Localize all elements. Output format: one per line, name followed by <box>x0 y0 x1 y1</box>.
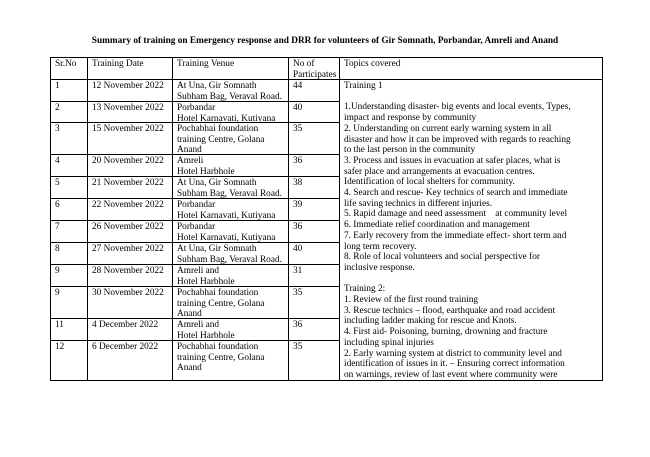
training-venue-cell <box>173 319 289 341</box>
training-venue-cell <box>173 177 289 199</box>
training-venue-cell <box>173 123 289 155</box>
training-venue-cell <box>173 102 289 123</box>
header-sr-no: Sr.No <box>51 58 88 80</box>
training-heading: Training 2: <box>344 284 386 295</box>
venue-line: Hotel Karnavati, Kutiyana <box>177 232 276 243</box>
topic-line: 1. Review of the first round training <box>344 295 479 306</box>
training-date-cell: 4 December 2022 <box>88 319 173 341</box>
topic-line: 7. Early recovery from the immediate effect- short term and <box>344 230 567 241</box>
sr-no-cell: 5 <box>51 177 88 199</box>
venue-line: training Centre, Golana <box>177 352 265 363</box>
topic-line: long term recovery. <box>344 241 417 252</box>
header-topics-covered: Topics covered <box>340 58 603 80</box>
venue-line: Hotel Karnavati, Kutiyana <box>177 113 276 124</box>
topic-line: 6. Immediate relief coordination and management <box>344 220 530 231</box>
sr-no-cell: 9 <box>51 265 88 287</box>
training-date-cell: 15 November 2022 <box>88 123 173 155</box>
venue-line: Subham Bag, Veraval Road. <box>177 188 282 199</box>
training-date-cell: 22 November 2022 <box>88 199 173 221</box>
topic-line: identification of issues in it. – Ensuring correct information <box>344 359 565 370</box>
venue-line: Hotel Harbhole <box>177 330 235 341</box>
topic-line: 2. Early warning system at district to community level and <box>344 348 562 359</box>
topic-line: disaster and how it can be improved with regards to reaching <box>344 134 571 145</box>
venue-line: Anand <box>177 363 202 374</box>
participants-cell: 31 <box>289 265 340 287</box>
participants-cell: 35 <box>289 287 340 319</box>
sr-no-cell: 4 <box>51 155 88 177</box>
venue-line: At Una, Gir Somnath <box>177 244 257 254</box>
sr-no-cell: 3 <box>51 123 88 155</box>
venue-line: Hotel Harbhole <box>177 276 235 287</box>
venue-line: Porbandar <box>177 200 216 210</box>
topic-line: 3. Process and issues in evacuation at safer places, what is <box>344 155 561 166</box>
training-date-cell: 20 November 2022 <box>88 155 173 177</box>
venue-line: training Centre, Golana <box>177 298 265 309</box>
topic-line: 8. Role of local volunteers and social perspective for <box>344 252 540 263</box>
training-1-section <box>344 81 600 274</box>
topic-line: impact and response by community <box>344 113 477 124</box>
topic-line: 4. First aid- Poisoning, burning, drowning and fracture <box>344 327 548 338</box>
header-training-venue: Training Venue <box>173 58 289 80</box>
venue-line: Pochabhai foundation <box>177 342 259 352</box>
venue-line: Subham Bag, Veraval Road. <box>177 254 282 265</box>
training-venue-cell <box>173 155 289 177</box>
participants-cell: 35 <box>289 123 340 155</box>
venue-line: At Una, Gir Somnath <box>177 178 257 188</box>
training-venue-cell <box>173 287 289 319</box>
training-date-cell: 30 November 2022 <box>88 287 173 319</box>
topic-line: inclusive response. <box>344 262 415 273</box>
venue-line: Amreli and <box>177 266 220 276</box>
training-date-cell: 6 December 2022 <box>88 341 173 381</box>
venue-line: Anand <box>177 145 202 156</box>
topic-line: including spinal injuries <box>344 337 434 348</box>
venue-line: At Una, Gir Somnath <box>177 81 257 91</box>
topic-line: Identification of local shelters for community. <box>344 177 515 188</box>
training-date-cell: 21 November 2022 <box>88 177 173 199</box>
venue-line: Pochabhai foundation <box>177 124 259 134</box>
sr-no-cell: 6 <box>51 199 88 221</box>
training-venue-cell <box>173 80 289 102</box>
participants-cell: 39 <box>289 199 340 221</box>
sr-no-cell: 9 <box>51 287 88 319</box>
training-venue-cell <box>173 341 289 381</box>
training-date-cell: 13 November 2022 <box>88 102 173 123</box>
venue-line: Subham Bag, Veraval Road. <box>177 91 282 102</box>
topic-line: to the last person in the community <box>344 145 476 156</box>
participants-cell: 40 <box>289 102 340 123</box>
participants-cell: 36 <box>289 221 340 243</box>
venue-line: Hotel Karnavati, Kutiyana <box>177 210 276 221</box>
topic-line: 1.Understanding disaster- big events and local events, Types, <box>344 102 571 113</box>
training-date-cell: 12 November 2022 <box>88 80 173 102</box>
training-venue-cell <box>173 199 289 221</box>
participants-cell: 44 <box>289 80 340 102</box>
venue-line: Amreli and <box>177 320 220 330</box>
training-venue-cell <box>173 221 289 243</box>
venue-line: training Centre, Golana <box>177 134 265 145</box>
sr-no-cell: 7 <box>51 221 88 243</box>
participants-cell: 35 <box>289 341 340 381</box>
topic-line: including ladder making for rescue and Knots. <box>344 316 517 327</box>
header-training-date: Training Date <box>88 58 173 80</box>
topic-line: on warnings, review of last event where community were <box>344 369 558 380</box>
training-2-section <box>344 284 600 380</box>
training-venue-cell <box>173 243 289 265</box>
sr-no-cell: 8 <box>51 243 88 265</box>
header-participants: No of Participates <box>289 58 340 80</box>
document-title: Summary of training on Emergency response and DRR for volunteers of Gir Somnath, Porbandar, Amreli and Anand <box>91 36 559 46</box>
venue-line: Amreli <box>177 156 204 166</box>
participants-cell: 36 <box>289 155 340 177</box>
topic-line: 3. Rescue technics – flood, earthquake and road accident <box>344 305 556 316</box>
venue-line: Hotel Harbhole <box>177 166 235 177</box>
training-summary-table <box>50 57 603 381</box>
venue-line: Porbandar <box>177 222 216 232</box>
participants-cell: 38 <box>289 177 340 199</box>
sr-no-cell: 12 <box>51 341 88 381</box>
training-venue-cell <box>173 265 289 287</box>
topic-line: 4. Search and rescue- Key technics of search and immediate <box>344 188 568 199</box>
sr-no-cell: 2 <box>51 102 88 123</box>
venue-line: Pochabhai foundation <box>177 288 259 298</box>
training-date-cell: 26 November 2022 <box>88 221 173 243</box>
sr-no-cell: 11 <box>51 319 88 341</box>
sr-no-cell: 1 <box>51 80 88 102</box>
topic-line: safer place and arrangements at evacuation centres. <box>344 166 535 177</box>
topics-covered-cell <box>340 80 603 381</box>
participants-cell: 36 <box>289 319 340 341</box>
training-heading: Training 1 <box>344 81 383 91</box>
venue-line: Anand <box>177 309 202 320</box>
training-date-cell: 27 November 2022 <box>88 243 173 265</box>
topic-line: life saving technics in different injuries. <box>344 198 493 209</box>
topic-line: 5. Rapid damage and need assessment at community level <box>344 209 568 220</box>
topic-line: 2. Understanding on current early warning system in all <box>344 123 552 134</box>
training-date-cell: 28 November 2022 <box>88 265 173 287</box>
venue-line: Porbandar <box>177 103 216 113</box>
participants-cell: 40 <box>289 243 340 265</box>
